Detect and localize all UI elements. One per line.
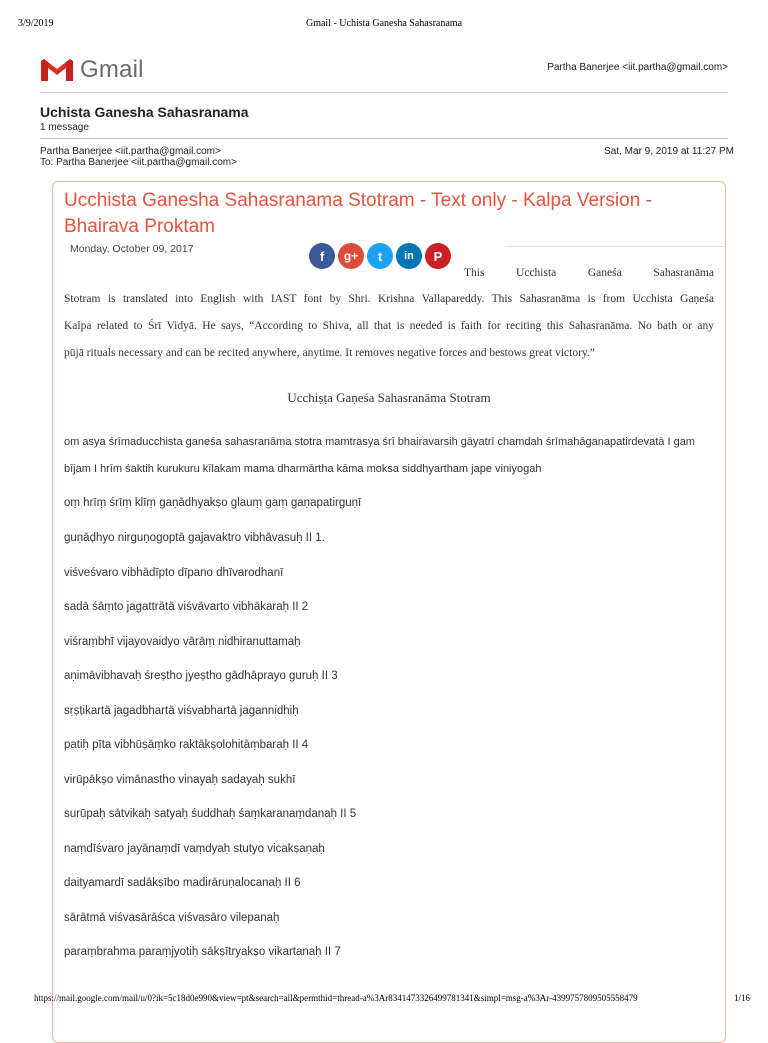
share-divider (505, 246, 725, 247)
verse-line: guṇāḍhyo nirguṇogoptā gajavaktro vibhāvasuḥ II 1. (64, 532, 325, 544)
verse-line: daityamardī sadākṣībo madirāruṇalocanaḥ II 6 (64, 877, 301, 889)
message-date: Sat, Mar 9, 2019 at 11:27 PM (604, 146, 734, 157)
gmail-envelope-icon (40, 57, 74, 83)
print-title: Gmail - Uchista Ganesha Sahasranama (305, 18, 463, 29)
post-date: Monday, October 09, 2017 (70, 243, 194, 255)
verse-line: paraṃbrahma paraṃjyotiḥ sākṣītryakṣo vikartanaḥ II 7 (64, 946, 341, 958)
gmail-wordmark: Gmail (80, 56, 144, 83)
subject-divider (40, 138, 728, 139)
verse-line: patiḥ pīta vibhūṣāṃko raktākṣolohitāṃbaraḥ II 4 (64, 739, 309, 751)
thread-subject: Uchista Ganesha Sahasranama (40, 104, 249, 120)
account-label: Partha Banerjee <iit.partha@gmail.com> (547, 62, 728, 73)
message-to: To: Partha Banerjee <iit.partha@gmail.com> (40, 157, 237, 168)
gmail-logo[interactable] (40, 56, 144, 84)
message-count: 1 message (40, 122, 89, 133)
intro-text-line: pūjā rituals necessary and can be recited anywhere, anytime. It removes negative forces and bestows great victory.” (64, 347, 595, 359)
verse-line: viśraṃbhī vijayovaidyo vārāṃ nidhiranuttamaḥ (64, 636, 301, 648)
verse-line: sārātmā viśvasārāśca viśvasāro vilepanaḥ (64, 912, 280, 924)
invocation-line: om asya śrīmaducchista ganeśa sahasranāma stotra mamtrasya śrī bhairavarsih gāyatrī chamdah śrīmahāganapatirdevatā I gam (64, 436, 695, 448)
message-from: Partha Banerjee <iit.partha@gmail.com> (40, 146, 221, 157)
verse-line: sṛṣṭikartā jagadbhartā viśvabhartā jagannidhiḥ (64, 705, 299, 717)
pinterest-icon[interactable]: P (425, 243, 451, 269)
header-divider (40, 92, 728, 93)
stotra-heading: Ucchiṣṭa Gaṇeśa Sahasranāma Stotram (287, 390, 491, 405)
gmail-header (40, 52, 728, 88)
verse-line: sadā śāṃto jagattrātā viśvāvarto vibhākaraḥ II 2 (64, 601, 309, 613)
print-url: https://mail.google.com/mail/u/0?ik=5c18d0e990&view=pt&search=all&permthid=thread-a%3Ar8341473326499781341&simpl=msg-a%3Ar-4399757809505558479 (34, 993, 638, 1003)
intro-text-line: Kalpa related to Śrī Vidyā. He says, “According to Shiva, all that is needed is faith for reciting this Sahasranāma. No bath or any (64, 320, 714, 332)
print-date: 3/9/2019 (18, 18, 54, 29)
facebook-icon[interactable]: f (309, 243, 335, 269)
verse-line: surūpaḥ sātvikaḥ satyaḥ śuddhaḥ śaṃkaranaṃdanaḥ II 5 (64, 808, 357, 820)
share-buttons (309, 243, 451, 269)
verse-line: viśveśvaro vibhādīpto dīpano dhīvarodhanī (64, 567, 284, 579)
verse-line: oṃ hrīṃ śrīṃ klīṃ gaṇādhyakṣo glauṃ gaṃ gaṇapatirguṇī (64, 497, 362, 509)
linkedin-icon[interactable]: in (396, 243, 422, 269)
intro-text-line: Stotram is translated into English with IAST font by Shri. Krishna Vallapareddy. This Sahasranāma is from Ucchista Gaṇeśa (64, 293, 714, 305)
post-title[interactable]: Ucchista Ganesha Sahasranama Stotram - Text only - Kalpa Version - Bhairava Proktam (64, 190, 652, 237)
verse-line: naṃdīśvaro jayānaṃdī vaṃdyaḥ stutyo vicakṣaṇaḥ (64, 843, 325, 855)
print-page-number: 1/16 (733, 993, 750, 1003)
twitter-icon[interactable]: t (367, 243, 393, 269)
intro-text-line: This Ucchista Ganeśa Sahasranāma (464, 267, 714, 279)
verse-line: virūpākṣo vimānastho vinayaḥ sadayaḥ sukhī (64, 774, 296, 786)
verse-line: aṇimāvibhavaḥ śreṣtho jyeṣtho gādhāprayo guruḥ II 3 (64, 670, 338, 682)
google-plus-icon[interactable]: g+ (338, 243, 364, 269)
invocation-line: bījam I hrīm śaktih kurukuru kīlakam mama dharmārtha kāma moksa siddhyartham jape viniyogah (64, 463, 542, 475)
message-body (52, 181, 726, 1043)
